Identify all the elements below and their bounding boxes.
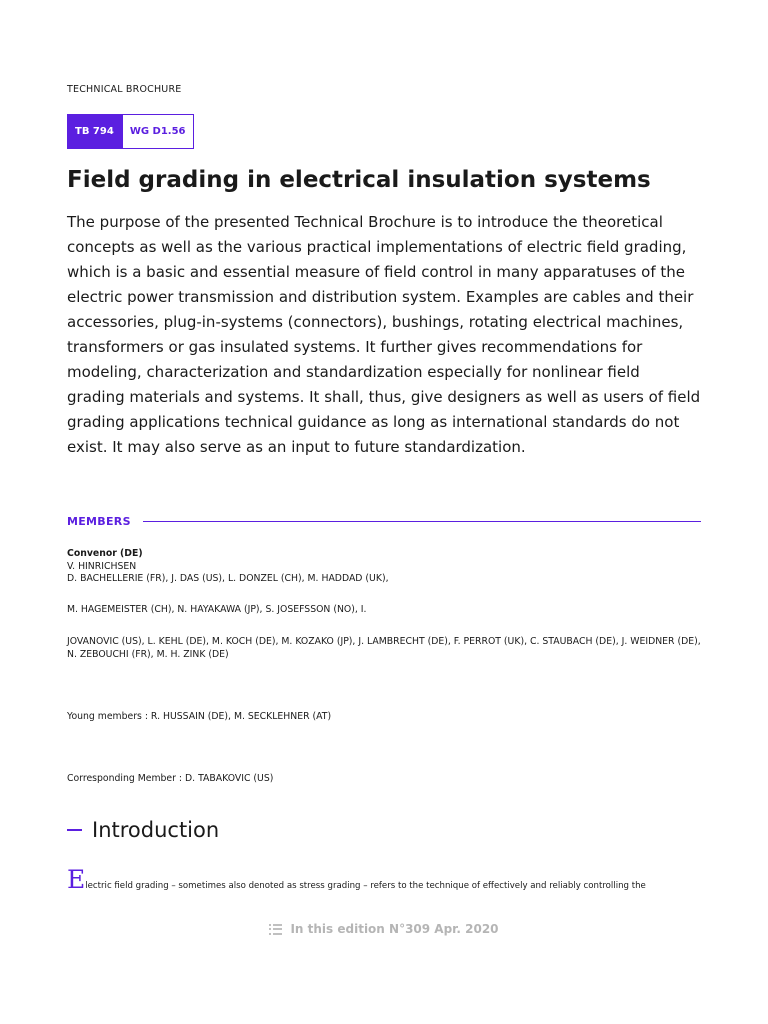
tag-working-group[interactable]: WG D1.56 [122, 114, 194, 149]
tag-brochure-number[interactable]: TB 794 [67, 114, 122, 149]
convenor-role: Convenor (DE) [67, 548, 143, 559]
tag-group [67, 114, 194, 149]
list-icon [269, 924, 282, 935]
convenor-block [67, 548, 389, 586]
introduction-paragraph [67, 865, 646, 894]
heading-dash [67, 829, 82, 831]
members-section-header [67, 515, 701, 528]
members-line-2: M. HAGEMEISTER (CH), N. HAYAKAWA (JP), S. JOSEFSSON (NO), I. [67, 604, 367, 615]
drop-cap: E [67, 865, 86, 894]
corresponding-member: Corresponding Member : D. TABAKOVIC (US) [67, 773, 274, 784]
document-type-label: TECHNICAL BROCHURE [67, 84, 182, 95]
members-line-1: D. BACHELLERIE (FR), J. DAS (US), L. DONZEL (CH), M. HADDAD (UK), [67, 573, 389, 584]
young-members: Young members : R. HUSSAIN (DE), M. SECKLEHNER (AT) [67, 711, 332, 722]
abstract-paragraph: The purpose of the presented Technical Brochure is to introduce the theoretical concepts as well as the various practical implementations of electric field grading, which is a basic and essential measure of field control in many apparatuses of the electric power transmission and distribution system. Examples are cables and their accessories, plug-in-systems (connectors), bushings, rotating electrical machines, transformers or gas insulated systems. It further gives recommendations for modeling, characterization and standardization especially for nonlinear field grading materials and systems. It shall, thus, give designers as well as users of field grading applications technical guidance as long as international standards do not exist. It may also serve as an input to future standardization. [67, 213, 701, 456]
convenor-name: V. HINRICHSEN [67, 560, 137, 572]
edition-link[interactable] [0, 922, 768, 936]
members-heading: MEMBERS [67, 515, 131, 528]
members-divider [143, 521, 701, 522]
introduction-section-header [67, 815, 219, 845]
page-title: Field grading in electrical insulation systems [67, 167, 651, 193]
introduction-text: lectric field grading – sometimes also denoted as stress grading – refers to the technique of effectively and reliably controlling the [85, 881, 646, 891]
edition-label[interactable]: In this edition N°309 Apr. 2020 [290, 922, 499, 936]
members-line-3: JOVANOVIC (US), L. KEHL (DE), M. KOCH (DE), M. KOZAKO (JP), J. LAMBRECHT (DE), F. PERROT (UK), C. STAUBACH (DE), J. WEIDNER (DE), N. ZEBOUCHI (FR), M. H. ZINK (DE) [67, 636, 701, 660]
introduction-heading: Introduction [92, 818, 220, 842]
